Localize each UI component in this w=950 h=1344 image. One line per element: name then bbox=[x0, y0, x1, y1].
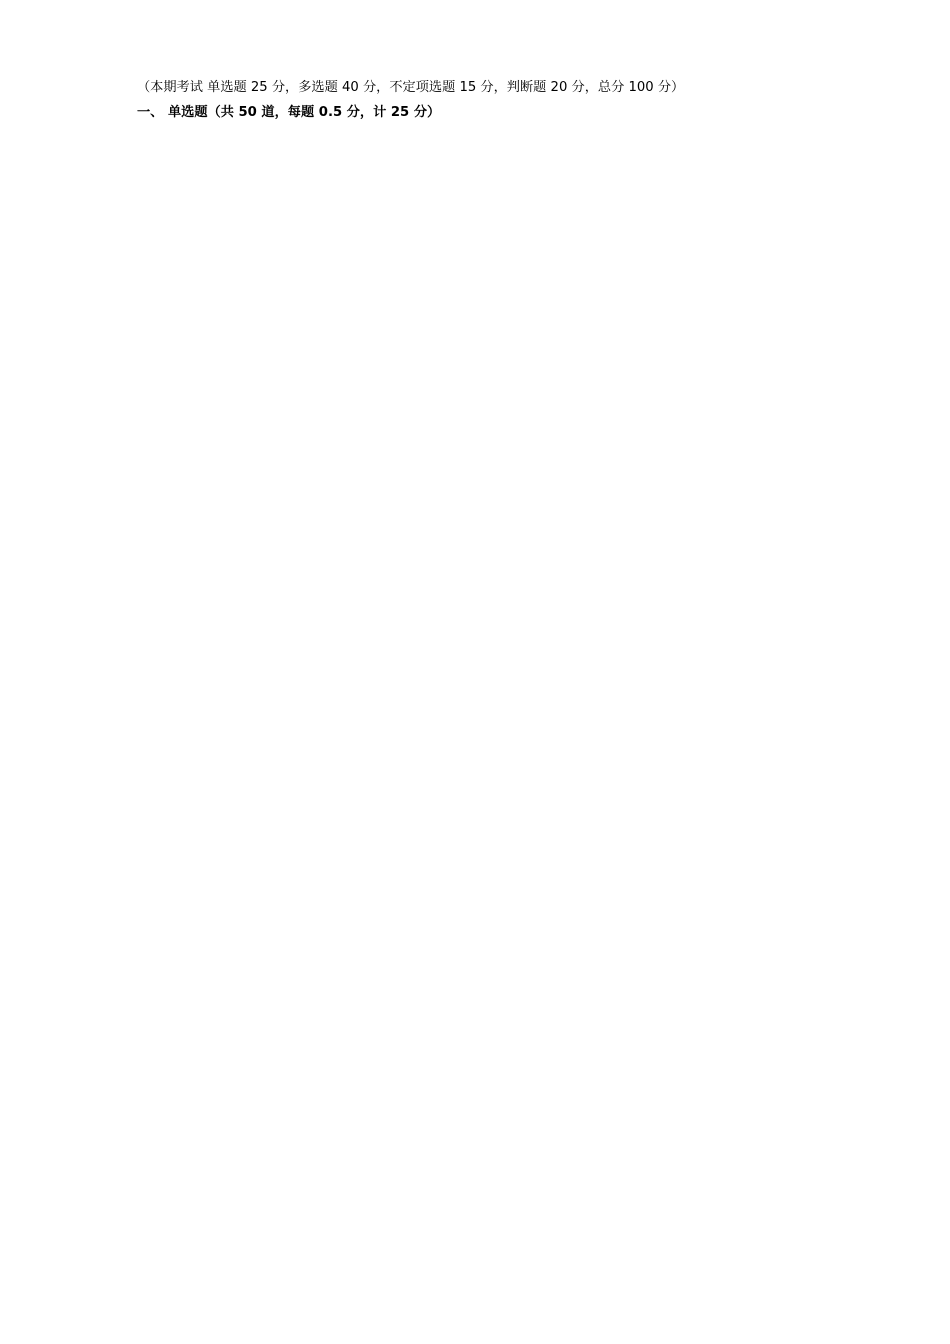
exam-header: （本期考试 单选题 25 分，多选题 40 分，不定项选题 15 分，判断题 20 分，总分 100 分） bbox=[137, 80, 685, 95]
section-title: 一、 单选题（共 50 道，每题 0.5 分，计 25 分） bbox=[137, 105, 441, 120]
